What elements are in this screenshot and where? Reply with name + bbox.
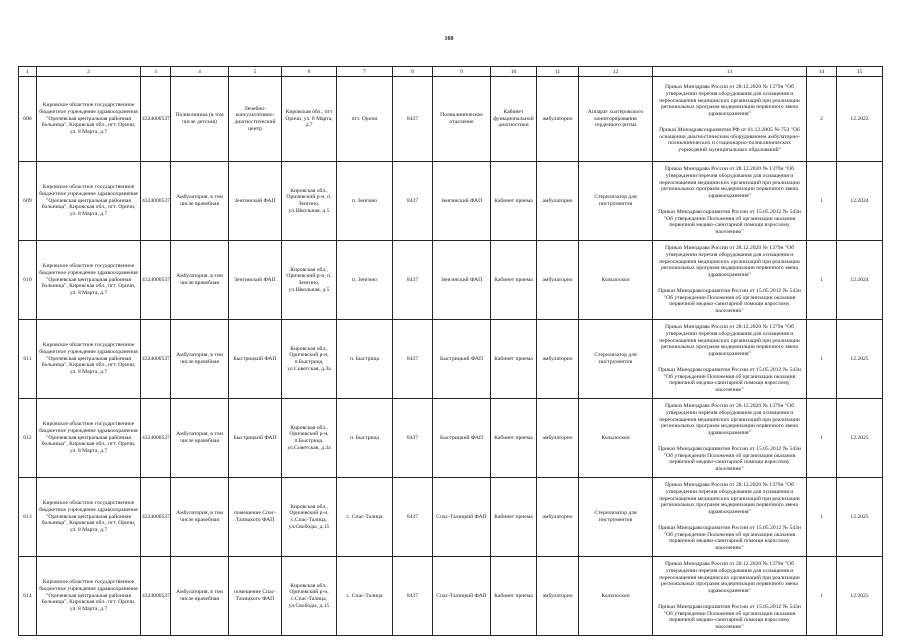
column-number-cell: 8 — [393, 67, 433, 77]
table-row — [19, 162, 883, 241]
legal-basis-cell — [653, 478, 807, 557]
column-number-cell: 6 — [282, 67, 337, 77]
column-number-cell: 15 — [837, 67, 883, 77]
locality-cell: с. Спас-Талица — [337, 557, 393, 636]
facility-type-cell: Амбулатория, в том числе врачебная — [171, 478, 229, 557]
department-cell: Поликлиническое отделение — [433, 77, 491, 162]
care-mode-cell: амбулаторно — [537, 399, 579, 478]
page-number: 160 — [444, 36, 454, 42]
legal-basis-item: Приказ Минздравсоцразвития России от 15.05.2012 № 543н "Об утверждении Положения об организации оказания первичной медико-санитарной помощи взрослому населению" — [658, 603, 801, 630]
organization-cell: Кировское областное государственное бюджетное учреждение здравоохранения "Оричевская центральная районная больница", Кировская обл., пгт. Оричи, ул. 8 Марта, д.7 — [37, 77, 141, 162]
legal-basis-item: Приказ Минздравсоцразвития России от 15.05.2012 № 543н "Об утверждении Положения об организации оказания первичной медико-санитарной помощи взрослому населению" — [658, 366, 801, 393]
legal-basis-item: Приказ Минздравсоцразвития РФ от 01.12.2005 № 753 "Об оснащении диагностическим оборудованием амбулаторно-поликлинических и стационарно-поликлинических учреждений муниципальных образований" — [659, 126, 800, 153]
facility-type-cell: Амбулатория, в том числе врачебная — [171, 557, 229, 636]
quantity-cell: 1 — [807, 399, 837, 478]
column-number-cell: 10 — [491, 67, 537, 77]
inn-cell: 4324000537 — [141, 557, 171, 636]
row-number-cell: 613 — [19, 478, 37, 557]
inn-cell: 4324000537 — [141, 77, 171, 162]
cabinet-cell: Кабинет приема — [491, 241, 537, 320]
table-row — [19, 77, 883, 162]
organization-cell: Кировское областное государственное бюджетное учреждение здравоохранения "Оричевская центральная районная больница", Кировская обл., пгт. Оричи, ул. 8 Марта, д.7 — [37, 478, 141, 557]
due-date-cell: 12.2024 — [837, 162, 883, 241]
due-date-cell: 12.2025 — [837, 399, 883, 478]
organization-cell: Кировское областное государственное бюджетное учреждение здравоохранения "Оричевская центральная районная больница", Кировская обл., пгт. Оричи, ул. 8 Марта, д.7 — [37, 320, 141, 399]
inn-cell: 4324000537 — [141, 478, 171, 557]
cabinet-cell: Кабинет функциональной диагностики — [491, 77, 537, 162]
locality-cell: п. Быстрица — [337, 399, 393, 478]
quantity-cell: 1 — [807, 162, 837, 241]
care-mode-cell: амбулаторно — [537, 320, 579, 399]
locality-cell: с. Спас-Талица — [337, 478, 393, 557]
department-cell: Зенгинский ФАП — [433, 162, 491, 241]
code-cell: 8437 — [393, 77, 433, 162]
equipment-cell: Стерилизатор для инструментов — [579, 478, 653, 557]
organization-cell: Кировское областное государственное бюджетное учреждение здравоохранения "Оричевская центральная районная больница", Кировская обл., пгт. Оричи, ул. 8 Марта, д.7 — [37, 162, 141, 241]
code-cell: 8437 — [393, 320, 433, 399]
legal-basis-item: Приказ Минздрава России от 28.12.2020 № 1379н "Об утверждении перечня оборудования для оснащения и переоснащения медицинских организаций при реализации региональных программ модернизации первичного звена здравоохранения" — [659, 245, 800, 279]
facility-type-cell: Амбулатория, в том числе врачебная — [171, 320, 229, 399]
due-date-cell: 12.2024 — [837, 241, 883, 320]
legal-basis-cell — [653, 162, 807, 241]
premises-cell: помещение Спас-Талицкого ФАП — [229, 557, 282, 636]
code-cell: 8437 — [393, 557, 433, 636]
facility-type-cell: Поликлиника (в том числе детская) — [171, 77, 229, 162]
due-date-cell: 12.2022 — [837, 77, 883, 162]
legal-basis-item: Приказ Минздравсоцразвития России от 15.05.2012 № 543н "Об утверждении Положения об организации оказания первичной медико-санитарной помощи взрослому населению" — [658, 208, 801, 235]
address-cell: Кировская обл., пгт Оричи, ул. 8 Марта, д.7 — [282, 77, 337, 162]
code-cell: 8437 — [393, 399, 433, 478]
equipment-cell: Кольпоскоп — [579, 399, 653, 478]
legal-basis-item: Приказ Минздравсоцразвития России от 15.05.2012 № 543н "Об утверждении Положения об организации оказания первичной медико-санитарной помощи взрослому населению" — [658, 524, 801, 551]
department-cell: Быстрицкий ФАП — [433, 320, 491, 399]
locality-cell: п. Быстрица — [337, 320, 393, 399]
table-row — [19, 557, 883, 636]
equipment-table — [18, 66, 883, 636]
care-mode-cell: амбулаторно — [537, 162, 579, 241]
column-number-cell: 4 — [171, 67, 229, 77]
legal-basis-item: Приказ Минздрава России от 28.12.2020 № 1379н "Об утверждении перечня оборудования для оснащения и переоснащения медицинских организаций при реализации региональных программ модернизации первичного звена здравоохранения" — [659, 561, 800, 595]
legal-basis-item: Приказ Минздрава России от 28.12.2020 № 1379н "Об утверждении перечня оборудования для оснащения и переоснащения медицинских организаций при реализации региональных программ модернизации первичного звена здравоохранения" — [659, 403, 800, 437]
legal-basis-item: Приказ Минздрава России от 28.12.2020 № 1379н "Об утверждении перечня оборудования для оснащения и переоснащения медицинских организаций при реализации региональных программ модернизации первичного звена здравоохранения" — [659, 84, 800, 118]
column-number-row — [19, 67, 883, 77]
quantity-cell: 1 — [807, 478, 837, 557]
legal-basis-cell — [653, 557, 807, 636]
premises-cell: Быстрицкий ФАП — [229, 399, 282, 478]
due-date-cell: 12.2025 — [837, 478, 883, 557]
address-cell: Кировская обл., Оричевский р-н, п.Быстрица, ул.Советская, д.3а — [282, 399, 337, 478]
premises-cell: Лечебно-консультативно-диагностический центр — [229, 77, 282, 162]
legal-basis-item: Приказ Минздрава России от 28.12.2020 № 1379н "Об утверждении перечня оборудования для оснащения и переоснащения медицинских организаций при реализации региональных программ модернизации первичного звена здравоохранения" — [659, 324, 800, 358]
cabinet-cell: Кабинет приема — [491, 320, 537, 399]
locality-cell: п. Зенгино — [337, 241, 393, 320]
column-number-cell: 11 — [537, 67, 579, 77]
legal-basis-cell — [653, 77, 807, 162]
department-cell: Быстрицкий ФАП — [433, 399, 491, 478]
cabinet-cell: Кабинет приема — [491, 478, 537, 557]
row-number-cell: 610 — [19, 241, 37, 320]
locality-cell: п. Зенгино — [337, 162, 393, 241]
cabinet-cell: Кабинет приема — [491, 557, 537, 636]
inn-cell: 4324000537 — [141, 241, 171, 320]
due-date-cell: 12.2025 — [837, 320, 883, 399]
column-number-cell: 3 — [141, 67, 171, 77]
code-cell: 8437 — [393, 478, 433, 557]
table-row — [19, 320, 883, 399]
equipment-cell: Аппарат холтеровского мониторирования сердечного ритма — [579, 77, 653, 162]
quantity-cell: 1 — [807, 241, 837, 320]
equipment-cell: Стерилизатор для инструментов — [579, 162, 653, 241]
department-cell: Зенгинский ФАП — [433, 241, 491, 320]
address-cell: Кировская обл., Оричевский р-н, с.Спас-Талица, ул.Свободы, д.15 — [282, 478, 337, 557]
quantity-cell: 1 — [807, 320, 837, 399]
address-cell: Кировская обл., Оричевский р-н, п.Быстрица, ул.Советская, д.3а — [282, 320, 337, 399]
facility-type-cell: Амбулатория, в том числе врачебная — [171, 399, 229, 478]
department-cell: Спас-Талицкий ФАП — [433, 478, 491, 557]
legal-basis-cell — [653, 241, 807, 320]
quantity-cell: 1 — [807, 557, 837, 636]
locality-cell: пгт. Оричи — [337, 77, 393, 162]
row-number-cell: 611 — [19, 320, 37, 399]
table-row — [19, 478, 883, 557]
organization-cell: Кировское областное государственное бюджетное учреждение здравоохранения "Оричевская центральная районная больница", Кировская обл., пгт. Оричи, ул. 8 Марта, д.7 — [37, 557, 141, 636]
legal-basis-cell — [653, 399, 807, 478]
address-cell: Кировская обл., Оричевский р-н, п. Зенгино, ул.Школьная, д.5 — [282, 162, 337, 241]
column-number-cell: 5 — [229, 67, 282, 77]
cabinet-cell: Кабинет приема — [491, 399, 537, 478]
care-mode-cell: амбулаторно — [537, 77, 579, 162]
code-cell: 8437 — [393, 241, 433, 320]
inn-cell: 4324000537 — [141, 320, 171, 399]
organization-cell: Кировское областное государственное бюджетное учреждение здравоохранения "Оричевская центральная районная больница", Кировская обл., пгт. Оричи, ул. 8 Марта, д.7 — [37, 241, 141, 320]
column-number-cell: 14 — [807, 67, 837, 77]
table-row — [19, 399, 883, 478]
code-cell: 8437 — [393, 162, 433, 241]
equipment-cell: Кольпоскоп — [579, 241, 653, 320]
due-date-cell: 12.2025 — [837, 557, 883, 636]
legal-basis-item: Приказ Минздрава России от 28.12.2020 № 1379н "Об утверждении перечня оборудования для оснащения и переоснащения медицинских организаций при реализации региональных программ модернизации первичного звена здравоохранения" — [659, 166, 800, 200]
row-number-cell: 614 — [19, 557, 37, 636]
legal-basis-item: Приказ Минздравсоцразвития России от 15.05.2012 № 543н "Об утверждении Положения об организации оказания первичной медико-санитарной помощи взрослому населению" — [658, 445, 801, 472]
cabinet-cell: Кабинет приема — [491, 162, 537, 241]
facility-type-cell: Амбулатория, в том числе врачебная — [171, 241, 229, 320]
column-number-cell: 12 — [579, 67, 653, 77]
premises-cell: Зенгинский ФАП — [229, 241, 282, 320]
legal-basis-item: Приказ Минздрава России от 28.12.2020 № 1379н "Об утверждении перечня оборудования для оснащения и переоснащения медицинских организаций при реализации региональных программ модернизации первичного звена здравоохранения" — [659, 482, 800, 516]
inn-cell: 4324000537 — [141, 162, 171, 241]
column-number-cell: 7 — [337, 67, 393, 77]
equipment-cell: Кольпоскоп — [579, 557, 653, 636]
column-number-cell: 2 — [37, 67, 141, 77]
premises-cell: помещение Спас-Талицкого ФАП — [229, 478, 282, 557]
quantity-cell: 2 — [807, 77, 837, 162]
row-number-cell: 609 — [19, 162, 37, 241]
legal-basis-item: Приказ Минздравсоцразвития России от 15.05.2012 № 543н "Об утверждении Положения об организации оказания первичной медико-санитарной помощи взрослому населению" — [658, 287, 801, 314]
address-cell: Кировская обл., Оричевский р-н, п. Зенгино, ул.Школьная, д.5 — [282, 241, 337, 320]
department-cell: Спас-Талицкий ФАП — [433, 557, 491, 636]
document-sheet — [18, 66, 884, 637]
care-mode-cell: амбулаторно — [537, 557, 579, 636]
column-number-cell: 1 — [19, 67, 37, 77]
premises-cell: Зенгинский ФАП — [229, 162, 282, 241]
equipment-cell: Стерилизатор для инструментов — [579, 320, 653, 399]
premises-cell: Быстрицкий ФАП — [229, 320, 282, 399]
inn-cell: 4324000537 — [141, 399, 171, 478]
column-number-cell: 13 — [653, 67, 807, 77]
address-cell: Кировская обл., Оричевский р-н, с.Спас-Талица, ул.Свободы, д.15 — [282, 557, 337, 636]
table-row — [19, 241, 883, 320]
care-mode-cell: амбулаторно — [537, 241, 579, 320]
legal-basis-cell — [653, 320, 807, 399]
care-mode-cell: амбулаторно — [537, 478, 579, 557]
row-number-cell: 612 — [19, 399, 37, 478]
organization-cell: Кировское областное государственное бюджетное учреждение здравоохранения "Оричевская центральная районная больница", Кировская обл., пгт. Оричи, ул. 8 Марта, д.7 — [37, 399, 141, 478]
facility-type-cell: Амбулатория, в том числе врачебная — [171, 162, 229, 241]
table-body — [19, 77, 883, 636]
column-number-cell: 9 — [433, 67, 491, 77]
row-number-cell: 608 — [19, 77, 37, 162]
